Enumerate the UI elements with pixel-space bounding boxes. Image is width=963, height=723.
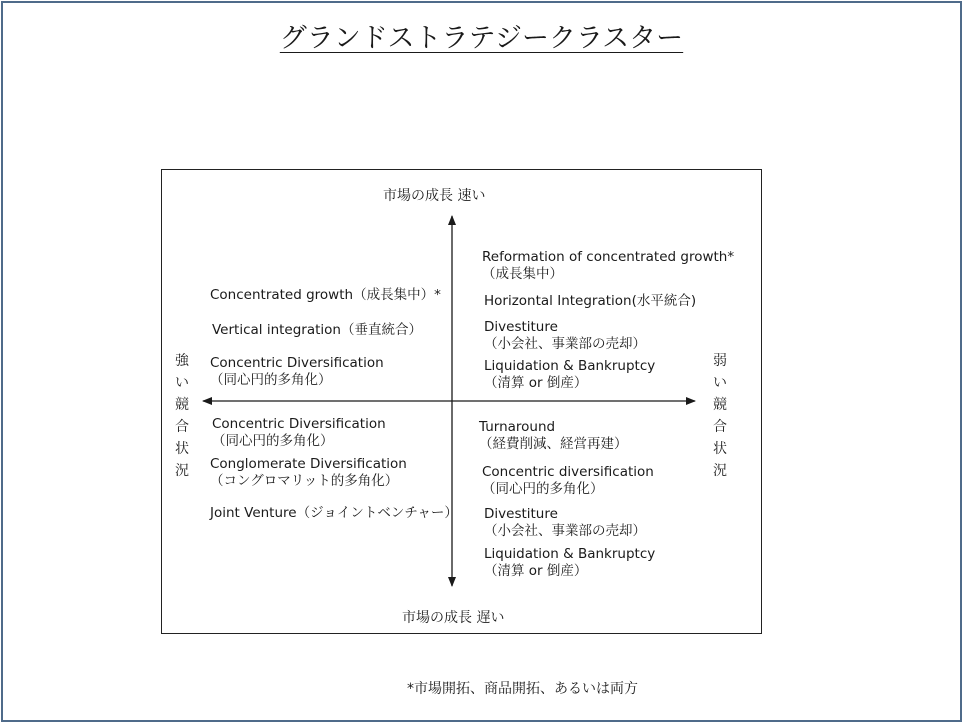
- strategy-item: Concentrated growth（成長集中）*: [210, 287, 441, 303]
- vertical-label-char: 況: [175, 463, 189, 479]
- strategy-item: Liquidation & Bankruptcy （清算 or 倒産）: [484, 546, 656, 579]
- vertical-label-char: い: [713, 375, 727, 391]
- strategy-item: Concentric Diversification （同心円的多角化）: [212, 416, 386, 449]
- axis-label-bottom: 市場の成長 遅い: [402, 610, 505, 626]
- strategy-item: Horizontal Integration(水平統合): [484, 293, 697, 309]
- vertical-label-char: 弱: [713, 353, 727, 369]
- strategy-item: Joint Venture（ジョイントベンチャー）: [210, 505, 458, 521]
- axis-label-top: 市場の成長 速い: [383, 188, 486, 204]
- vertical-label-char: 状: [175, 441, 189, 457]
- vertical-label-char: 合: [175, 419, 189, 435]
- footnote: *市場開拓、商品開拓、あるいは両方: [407, 681, 638, 697]
- vertical-label-char: い: [175, 375, 189, 391]
- vertical-label-char: 強: [175, 353, 189, 369]
- vertical-label-char: 況: [713, 463, 727, 479]
- page-title: グランドストラテジークラスター: [279, 23, 684, 54]
- axis-label-right: [712, 350, 728, 482]
- vertical-label-char: 競: [175, 397, 189, 413]
- strategy-item: Concentric diversification （同心円的多角化）: [482, 464, 654, 497]
- axis-label-left: [174, 350, 190, 482]
- strategy-item: Liquidation & Bankruptcy （清算 or 倒産）: [484, 358, 656, 391]
- strategy-item: Concentric Diversification （同心円的多角化）: [210, 355, 384, 388]
- strategy-item: Reformation of concentrated growth* （成長集中）: [482, 249, 735, 282]
- strategy-item: Vertical integration（垂直統合）: [212, 322, 422, 338]
- strategy-item: Divestiture （小会社、事業部の売却）: [484, 506, 646, 539]
- vertical-label-char: 競: [713, 397, 727, 413]
- strategy-item: Divestiture （小会社、事業部の売却）: [484, 319, 646, 352]
- strategy-item: Conglomerate Diversification （コングロマリット的多角化）: [210, 456, 407, 489]
- vertical-label-char: 合: [713, 419, 727, 435]
- strategy-item: Turnaround （経費削減、経営再建）: [479, 419, 628, 452]
- vertical-label-char: 状: [713, 441, 727, 457]
